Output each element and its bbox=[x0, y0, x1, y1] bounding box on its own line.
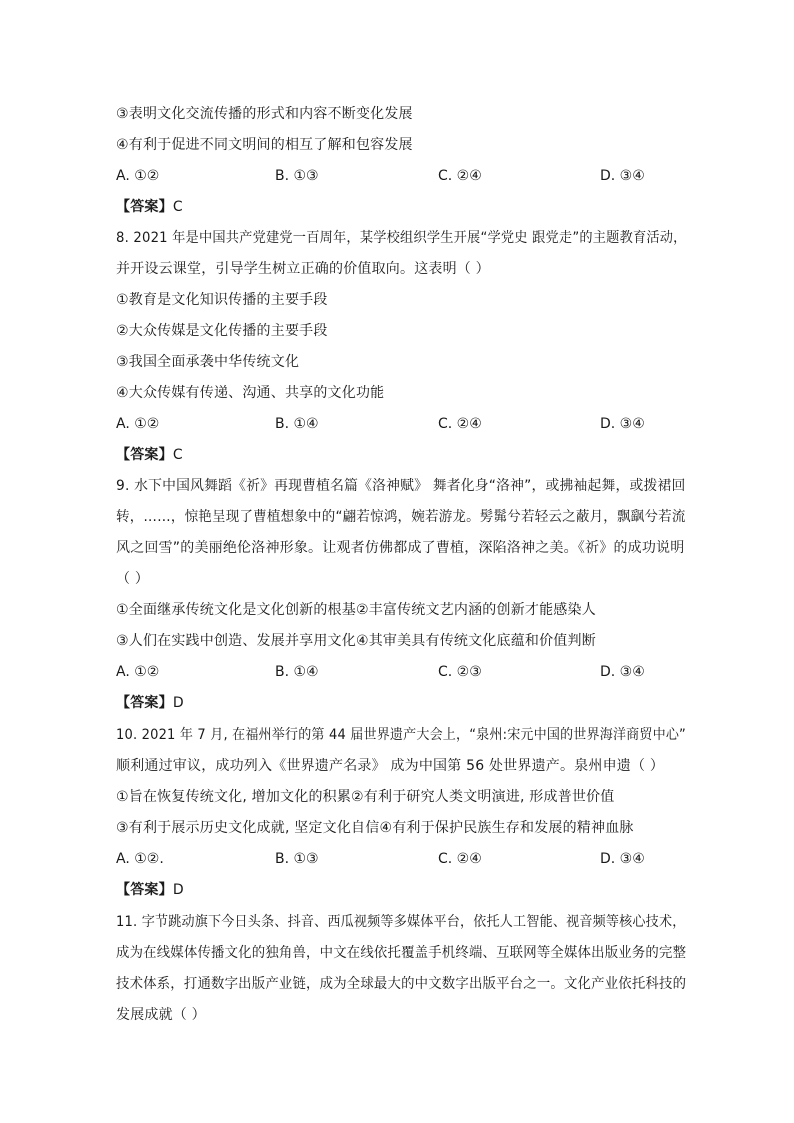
answer-label: 【答案】 bbox=[116, 882, 173, 898]
q10-option-b: B. ①③ bbox=[275, 851, 319, 867]
q8-answer bbox=[116, 445, 183, 465]
q8-option-d: D. ③④ bbox=[600, 416, 645, 432]
q11-line-1: 11. 字节跳动旗下今日头条、抖音、西瓜视频等多媒体平台，依托人工智能、视音频等核心技术， bbox=[116, 914, 686, 930]
q10-answer bbox=[116, 880, 184, 900]
q9-line-5: ①全面继承传统文化是文化创新的根基②丰富传统文艺内涵的创新才能感染人 bbox=[116, 602, 596, 618]
q7-line-2: ④有利于促进不同文明间的相互了解和包容发展 bbox=[116, 137, 413, 153]
q9-option-b: B. ①④ bbox=[275, 664, 319, 680]
q10-line-3: ①旨在恢复传统文化, 增加文化的积累②有利于研究人类文明演进, 形成普世价值 bbox=[116, 789, 615, 805]
q9-option-c: C. ②③ bbox=[438, 664, 482, 680]
q8-line-3: ①教育是文化知识传播的主要手段 bbox=[116, 292, 328, 308]
answer-label: 【答案】 bbox=[116, 695, 173, 711]
answer-value: D bbox=[172, 695, 184, 711]
q7-answer bbox=[116, 197, 183, 217]
answer-value: C bbox=[172, 447, 183, 463]
q10-option-a: A. ①②. bbox=[116, 851, 164, 867]
q8-line-4: ②大众传媒是文化传播的主要手段 bbox=[116, 323, 328, 339]
q7-option-b: B. ①③ bbox=[275, 168, 319, 184]
q9-line-3: 风之回雪”的美丽绝伦洛神形象。让观者仿佛都成了曹植，深陷洛神之美。《祈》的成功说明 bbox=[116, 540, 685, 556]
q9-line-4: （ ） bbox=[116, 571, 150, 587]
answer-value: D bbox=[172, 882, 184, 898]
q10-line-4: ③有利于展示历史文化成就, 坚定文化自信④有利于保护民族生存和发展的精神血脉 bbox=[116, 820, 634, 836]
q9-line-6: ③人们在实践中创造、发展并享用文化④其审美具有传统文化底蕴和价值判断 bbox=[116, 633, 596, 649]
q10-line-2: 顺利通过审议，成功列入《世界遗产名录》 成为中国第 56 处世界遗产。泉州申遗（ ） bbox=[116, 758, 665, 774]
q7-line-1: ③表明文化交流传播的形式和内容不断变化发展 bbox=[116, 106, 413, 122]
q8-option-b: B. ①④ bbox=[275, 416, 319, 432]
q10-option-d: D. ③④ bbox=[600, 851, 645, 867]
q8-line-2: 并开设云课堂，引导学生树立正确的价值取向。这表明（ ） bbox=[116, 261, 490, 277]
q8-line-6: ④大众传媒有传递、沟通、共享的文化功能 bbox=[116, 385, 385, 401]
q7-option-d: D. ③④ bbox=[600, 168, 645, 184]
q9-option-d: D. ③④ bbox=[600, 664, 645, 680]
q9-line-1: 9. 水下中国风舞蹈《祈》再现曹植名篇《洛神赋》 舞者化身“洛神”，或拂袖起舞，或拨裙回 bbox=[116, 478, 686, 494]
q11-line-3: 技术体系，打通数字出版产业链，成为全球最大的中文数字出版平台之一。文化产业依托科技的 bbox=[116, 976, 687, 992]
q9-answer bbox=[116, 693, 184, 713]
q9-option-a: A. ①② bbox=[116, 664, 160, 680]
q8-line-1: 8. 2021 年是中国共产党建党一百周年，某学校组织学生开展“学党史 跟党走”的主题教育活动， bbox=[116, 230, 687, 246]
q10-option-c: C. ②④ bbox=[438, 851, 482, 867]
answer-label: 【答案】 bbox=[116, 447, 173, 463]
q8-line-5: ③我国全面承袭中华传统文化 bbox=[116, 354, 300, 370]
q7-option-c: C. ②④ bbox=[438, 168, 482, 184]
q7-option-a: A. ①② bbox=[116, 168, 160, 184]
q10-line-1: 10. 2021 年 7 月, 在福州举行的第 44 届世界遗产大会上，“泉州:宋元中国的世界海洋商贸中心” bbox=[116, 727, 687, 743]
answer-label: 【答案】 bbox=[116, 199, 173, 215]
q8-option-a: A. ①② bbox=[116, 416, 160, 432]
q8-option-c: C. ②④ bbox=[438, 416, 482, 432]
answer-value: C bbox=[172, 199, 183, 215]
q11-line-2: 成为在线媒体传播文化的独角兽，中文在线依托覆盖手机终端、互联网等全媒体出版业务的完整 bbox=[116, 945, 687, 961]
q11-line-4: 发展成就（ ） bbox=[116, 1007, 206, 1023]
q9-line-2: 转，……，惊艳呈现了曹植想象中的“翩若惊鸿，婉若游龙。髣髴兮若轻云之蔽月，飘飖兮若流 bbox=[116, 509, 686, 525]
